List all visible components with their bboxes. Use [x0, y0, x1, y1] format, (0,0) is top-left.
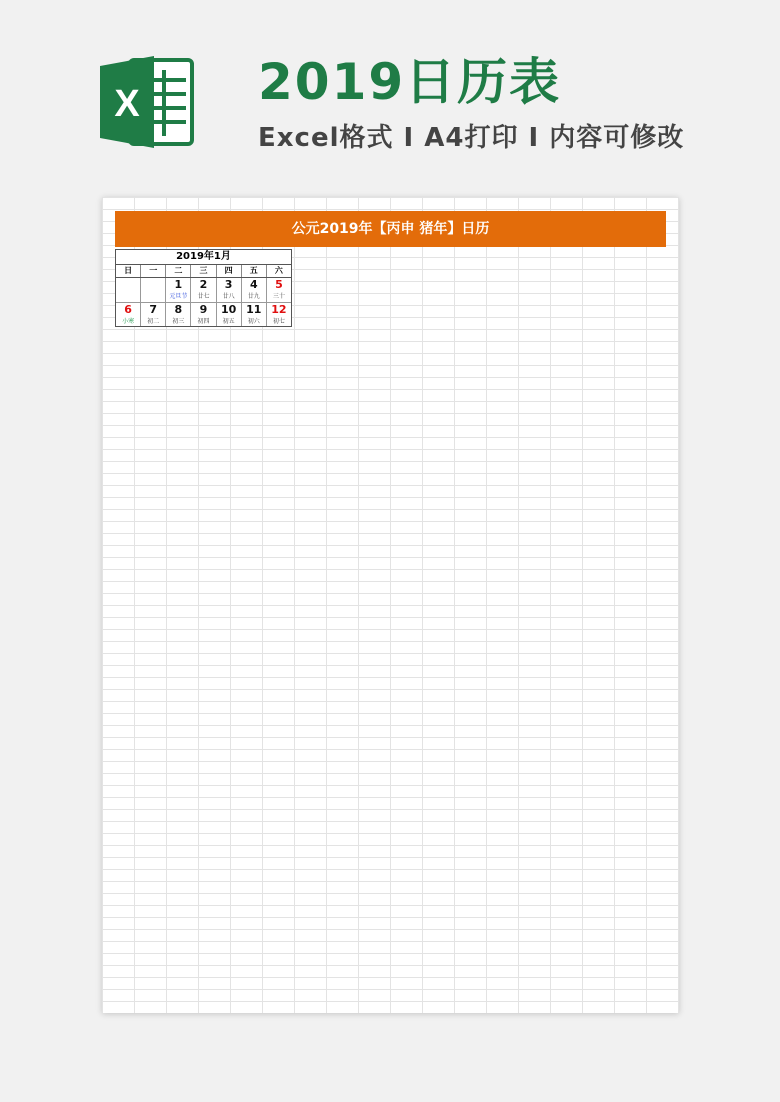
day-cell	[217, 303, 242, 327]
day-cell	[267, 278, 291, 302]
day-number: 11	[246, 302, 262, 316]
day-number: 5	[275, 278, 283, 291]
day-cell	[191, 303, 216, 327]
week-row	[116, 278, 291, 303]
day-cell	[141, 278, 166, 302]
lunar-label: 初五	[222, 317, 235, 325]
weekday-label: 六	[274, 266, 283, 275]
lunar-label: 元旦节	[169, 293, 188, 300]
day-number: 10	[220, 302, 237, 316]
day-number: 6	[124, 302, 132, 316]
day-cell	[166, 303, 191, 327]
day-cell	[116, 303, 141, 327]
header	[0, 0, 780, 180]
day-number: 3	[224, 278, 233, 291]
lunar-label: 小寒	[122, 317, 135, 325]
calendar-sheet	[102, 197, 679, 1013]
lunar-label: 初六	[247, 317, 260, 325]
day-cell	[116, 278, 141, 302]
day-cell	[242, 278, 267, 302]
excel-logo-icon	[100, 52, 198, 152]
day-number: 2	[199, 278, 208, 291]
weekday-label: 四	[217, 265, 242, 277]
day-number: 4	[249, 278, 258, 291]
lunar-label: 三十	[272, 293, 285, 300]
lunar-label: 初三	[172, 317, 185, 325]
day-cell	[141, 303, 166, 327]
lunar-label: 廿九	[247, 293, 260, 300]
day-cell	[191, 278, 216, 302]
weekday-label: 三	[191, 265, 216, 277]
calendar-banner: 公元2019年【丙申 猪年】日历	[115, 211, 666, 247]
page-title: 2019日历表	[258, 53, 562, 111]
weekday-label: 一	[141, 265, 166, 277]
weekday-label: 五	[242, 265, 267, 277]
weekday-label: 日	[116, 265, 141, 277]
logo-letter: X	[114, 83, 140, 125]
weekday-header	[116, 265, 291, 278]
day-cell	[267, 303, 291, 327]
lunar-label: 廿七	[197, 293, 210, 300]
lunar-label: 初二	[147, 317, 160, 325]
page-subtitle: Excel格式 I A4打印 I 内容可修改	[258, 123, 685, 153]
day-cell	[242, 303, 267, 327]
weekday-label: 二	[166, 265, 191, 277]
day-cell	[217, 278, 242, 302]
lunar-label: 廿八	[222, 293, 235, 300]
day-number: 1	[174, 278, 183, 291]
lunar-label: 初七	[272, 317, 285, 325]
lunar-label: 初四	[197, 317, 210, 325]
day-number: 9	[199, 302, 208, 316]
month-table	[115, 249, 292, 327]
month-title: 2019年1月	[116, 250, 291, 265]
day-cell	[166, 278, 191, 302]
week-row	[116, 303, 291, 327]
day-number: 8	[174, 302, 183, 316]
day-number: 7	[149, 302, 158, 316]
day-number: 12	[271, 302, 287, 316]
